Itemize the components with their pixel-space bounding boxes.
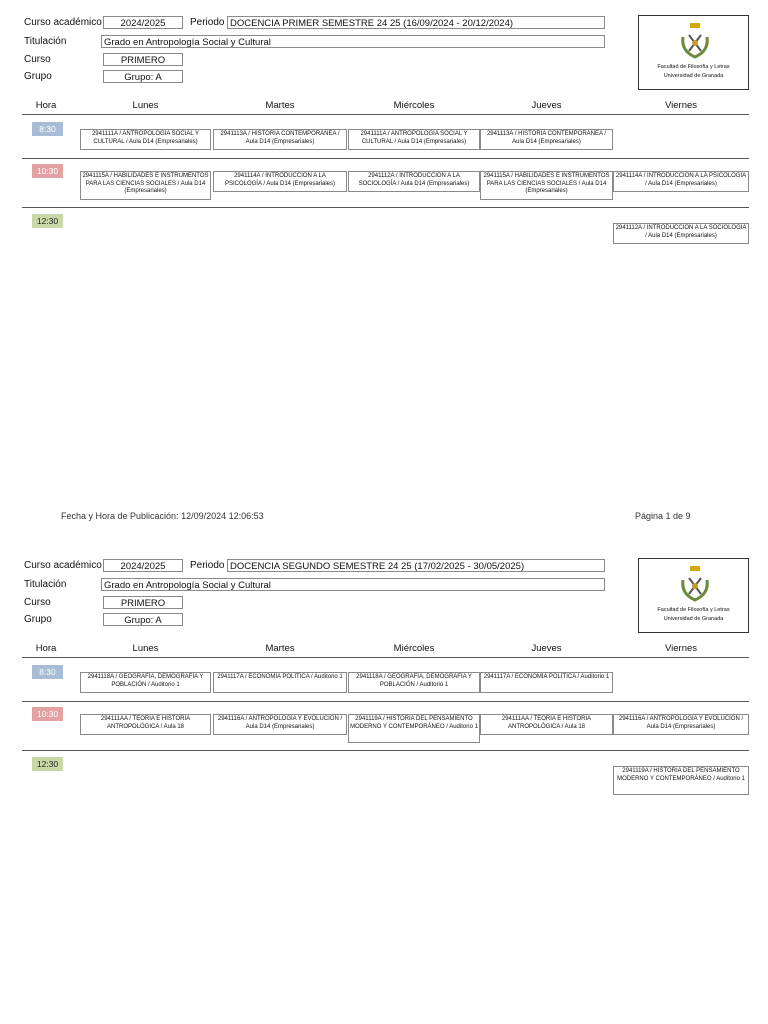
row-divider [22, 750, 749, 751]
group-label: Grupo [24, 614, 52, 625]
class-cell[interactable]: 2941112A / INTRODUCCIÓN A LA SOCIOLOGÍA / Aula D14 (Empresariales) [613, 223, 749, 244]
degree-value: Grado en Antropología Social y Cultural [101, 578, 605, 591]
class-cell[interactable]: 2941115A / HABILIDADES E INSTRUMENTOS PARA LAS CIENCIAS SOCIALES / Aula D14 (Empresariales) [80, 171, 211, 200]
course-value: PRIMERO [103, 596, 183, 609]
faculty-crest-icon [677, 21, 713, 61]
faculty-logo [638, 558, 749, 633]
faculty-logo [638, 15, 749, 90]
hour-slot-3: 12:30 [32, 757, 63, 771]
class-cell[interactable]: 2941114A / INTRODUCCIÓN A LA PSICOLOGÍA / Aula D14 (Empresariales) [613, 171, 749, 192]
col-tuesday: Martes [265, 100, 295, 111]
group-value: Grupo: A [103, 613, 183, 626]
col-hour: Hora [35, 643, 57, 654]
col-hour: Hora [35, 100, 57, 111]
period-value: DOCENCIA SEGUNDO SEMESTRE 24 25 (17/02/2025 - 30/05/2025) [227, 559, 605, 572]
course-label: Curso [24, 54, 51, 65]
class-cell[interactable]: 2941117A / ECONOMÍA POLÍTICA / Auditorio 1 [213, 672, 347, 693]
period-value: DOCENCIA PRIMER SEMESTRE 24 25 (16/09/2024 - 20/12/2024) [227, 16, 605, 29]
faculty-name: Facultad de Filosofía y Letras [657, 64, 730, 70]
academic-year-label: Curso académico [24, 17, 102, 28]
class-cell[interactable]: 2941118A / GEOGRAFÍA, DEMOGRAFÍA Y POBLACIÓN / Auditorio 1 [348, 672, 480, 693]
row-divider [22, 114, 749, 115]
class-cell[interactable]: 2941117A / ECONOMÍA POLÍTICA / Auditorio 1 [480, 672, 613, 693]
col-monday: Lunes [132, 100, 159, 111]
col-thursday: Jueves [531, 100, 562, 111]
col-wednesday: Miércoles [393, 643, 435, 654]
class-cell[interactable]: 2941111A / ANTROPOLOGÍA SOCIAL Y CULTURAL / Aula D14 (Empresariales) [348, 129, 480, 150]
class-cell[interactable]: 2941114A / INTRODUCCIÓN A LA PSICOLOGÍA / Aula D14 (Empresariales) [213, 171, 347, 192]
row-divider [22, 207, 749, 208]
hour-slot-3: 12:30 [32, 214, 63, 228]
col-monday: Lunes [132, 643, 159, 654]
class-cell[interactable]: 2941118A / GEOGRAFÍA, DEMOGRAFÍA Y POBLACIÓN / Auditorio 1 [80, 672, 211, 693]
class-cell[interactable]: 2941116A / ANTROPOLOGÍA Y EVOLUCIÓN / Aula D14 (Empresariales) [213, 714, 347, 735]
hour-slot-2: 10:30 [32, 707, 63, 721]
university-name: Universidad de Granada [663, 616, 724, 622]
col-tuesday: Martes [265, 643, 295, 654]
class-cell[interactable]: 294111AA / TEORÍA E HISTORIA ANTROPOLÓGICA / Aula 18 [480, 714, 613, 735]
academic-year-value: 2024/2025 [103, 16, 183, 29]
course-label: Curso [24, 597, 51, 608]
period-label: Periodo [190, 560, 225, 571]
hour-slot-1: 8:30 [32, 665, 63, 679]
class-cell[interactable]: 2941116A / ANTROPOLOGÍA Y EVOLUCIÓN / Aula D14 (Empresariales) [613, 714, 749, 735]
col-thursday: Jueves [531, 643, 562, 654]
class-cell[interactable]: 2941119A / HISTORIA DEL PENSAMIENTO MODERNO Y CONTEMPORÁNEO / Auditorio 1 [613, 766, 749, 795]
col-wednesday: Miércoles [393, 100, 435, 111]
page-number: Página 1 de 9 [635, 511, 691, 521]
degree-label: Titulación [24, 579, 67, 590]
hour-slot-1: 8:30 [32, 122, 63, 136]
period-label: Periodo [190, 17, 225, 28]
group-label: Grupo [24, 71, 52, 82]
col-friday: Viernes [664, 100, 698, 111]
row-divider [22, 701, 749, 702]
class-cell[interactable]: 294111AA / TEORÍA E HISTORIA ANTROPOLÓGICA / Aula 18 [80, 714, 211, 735]
university-name: Universidad de Granada [663, 73, 724, 79]
hour-slot-2: 10:30 [32, 164, 63, 178]
academic-year-label: Curso académico [24, 560, 102, 571]
degree-value: Grado en Antropología Social y Cultural [101, 35, 605, 48]
faculty-name: Facultad de Filosofía y Letras [657, 607, 730, 613]
class-cell[interactable]: 2941113A / HISTORIA CONTEMPORÁNEA / Aula D14 (Empresariales) [213, 129, 347, 150]
col-friday: Viernes [664, 643, 698, 654]
degree-label: Titulación [24, 36, 67, 47]
class-cell[interactable]: 2941111A / ANTROPOLOGÍA SOCIAL Y CULTURAL / Aula D14 (Empresariales) [80, 129, 211, 150]
course-value: PRIMERO [103, 53, 183, 66]
row-divider [22, 158, 749, 159]
class-cell[interactable]: 2941119A / HISTORIA DEL PENSAMIENTO MODERNO Y CONTEMPORÁNEO / Auditorio 1 [348, 714, 480, 743]
class-cell[interactable]: 2941112A / INTRODUCCIÓN A LA SOCIOLOGÍA / Aula D14 (Empresariales) [348, 171, 480, 192]
publication-date: Fecha y Hora de Publicación: 12/09/2024 12:06:53 [61, 511, 264, 521]
academic-year-value: 2024/2025 [103, 559, 183, 572]
row-divider [22, 657, 749, 658]
faculty-crest-icon [677, 564, 713, 604]
class-cell[interactable]: 2941115A / HABILIDADES E INSTRUMENTOS PARA LAS CIENCIAS SOCIALES / Aula D14 (Empresariales) [480, 171, 613, 200]
group-value: Grupo: A [103, 70, 183, 83]
class-cell[interactable]: 2941113A / HISTORIA CONTEMPORÁNEA / Aula D14 (Empresariales) [480, 129, 613, 150]
